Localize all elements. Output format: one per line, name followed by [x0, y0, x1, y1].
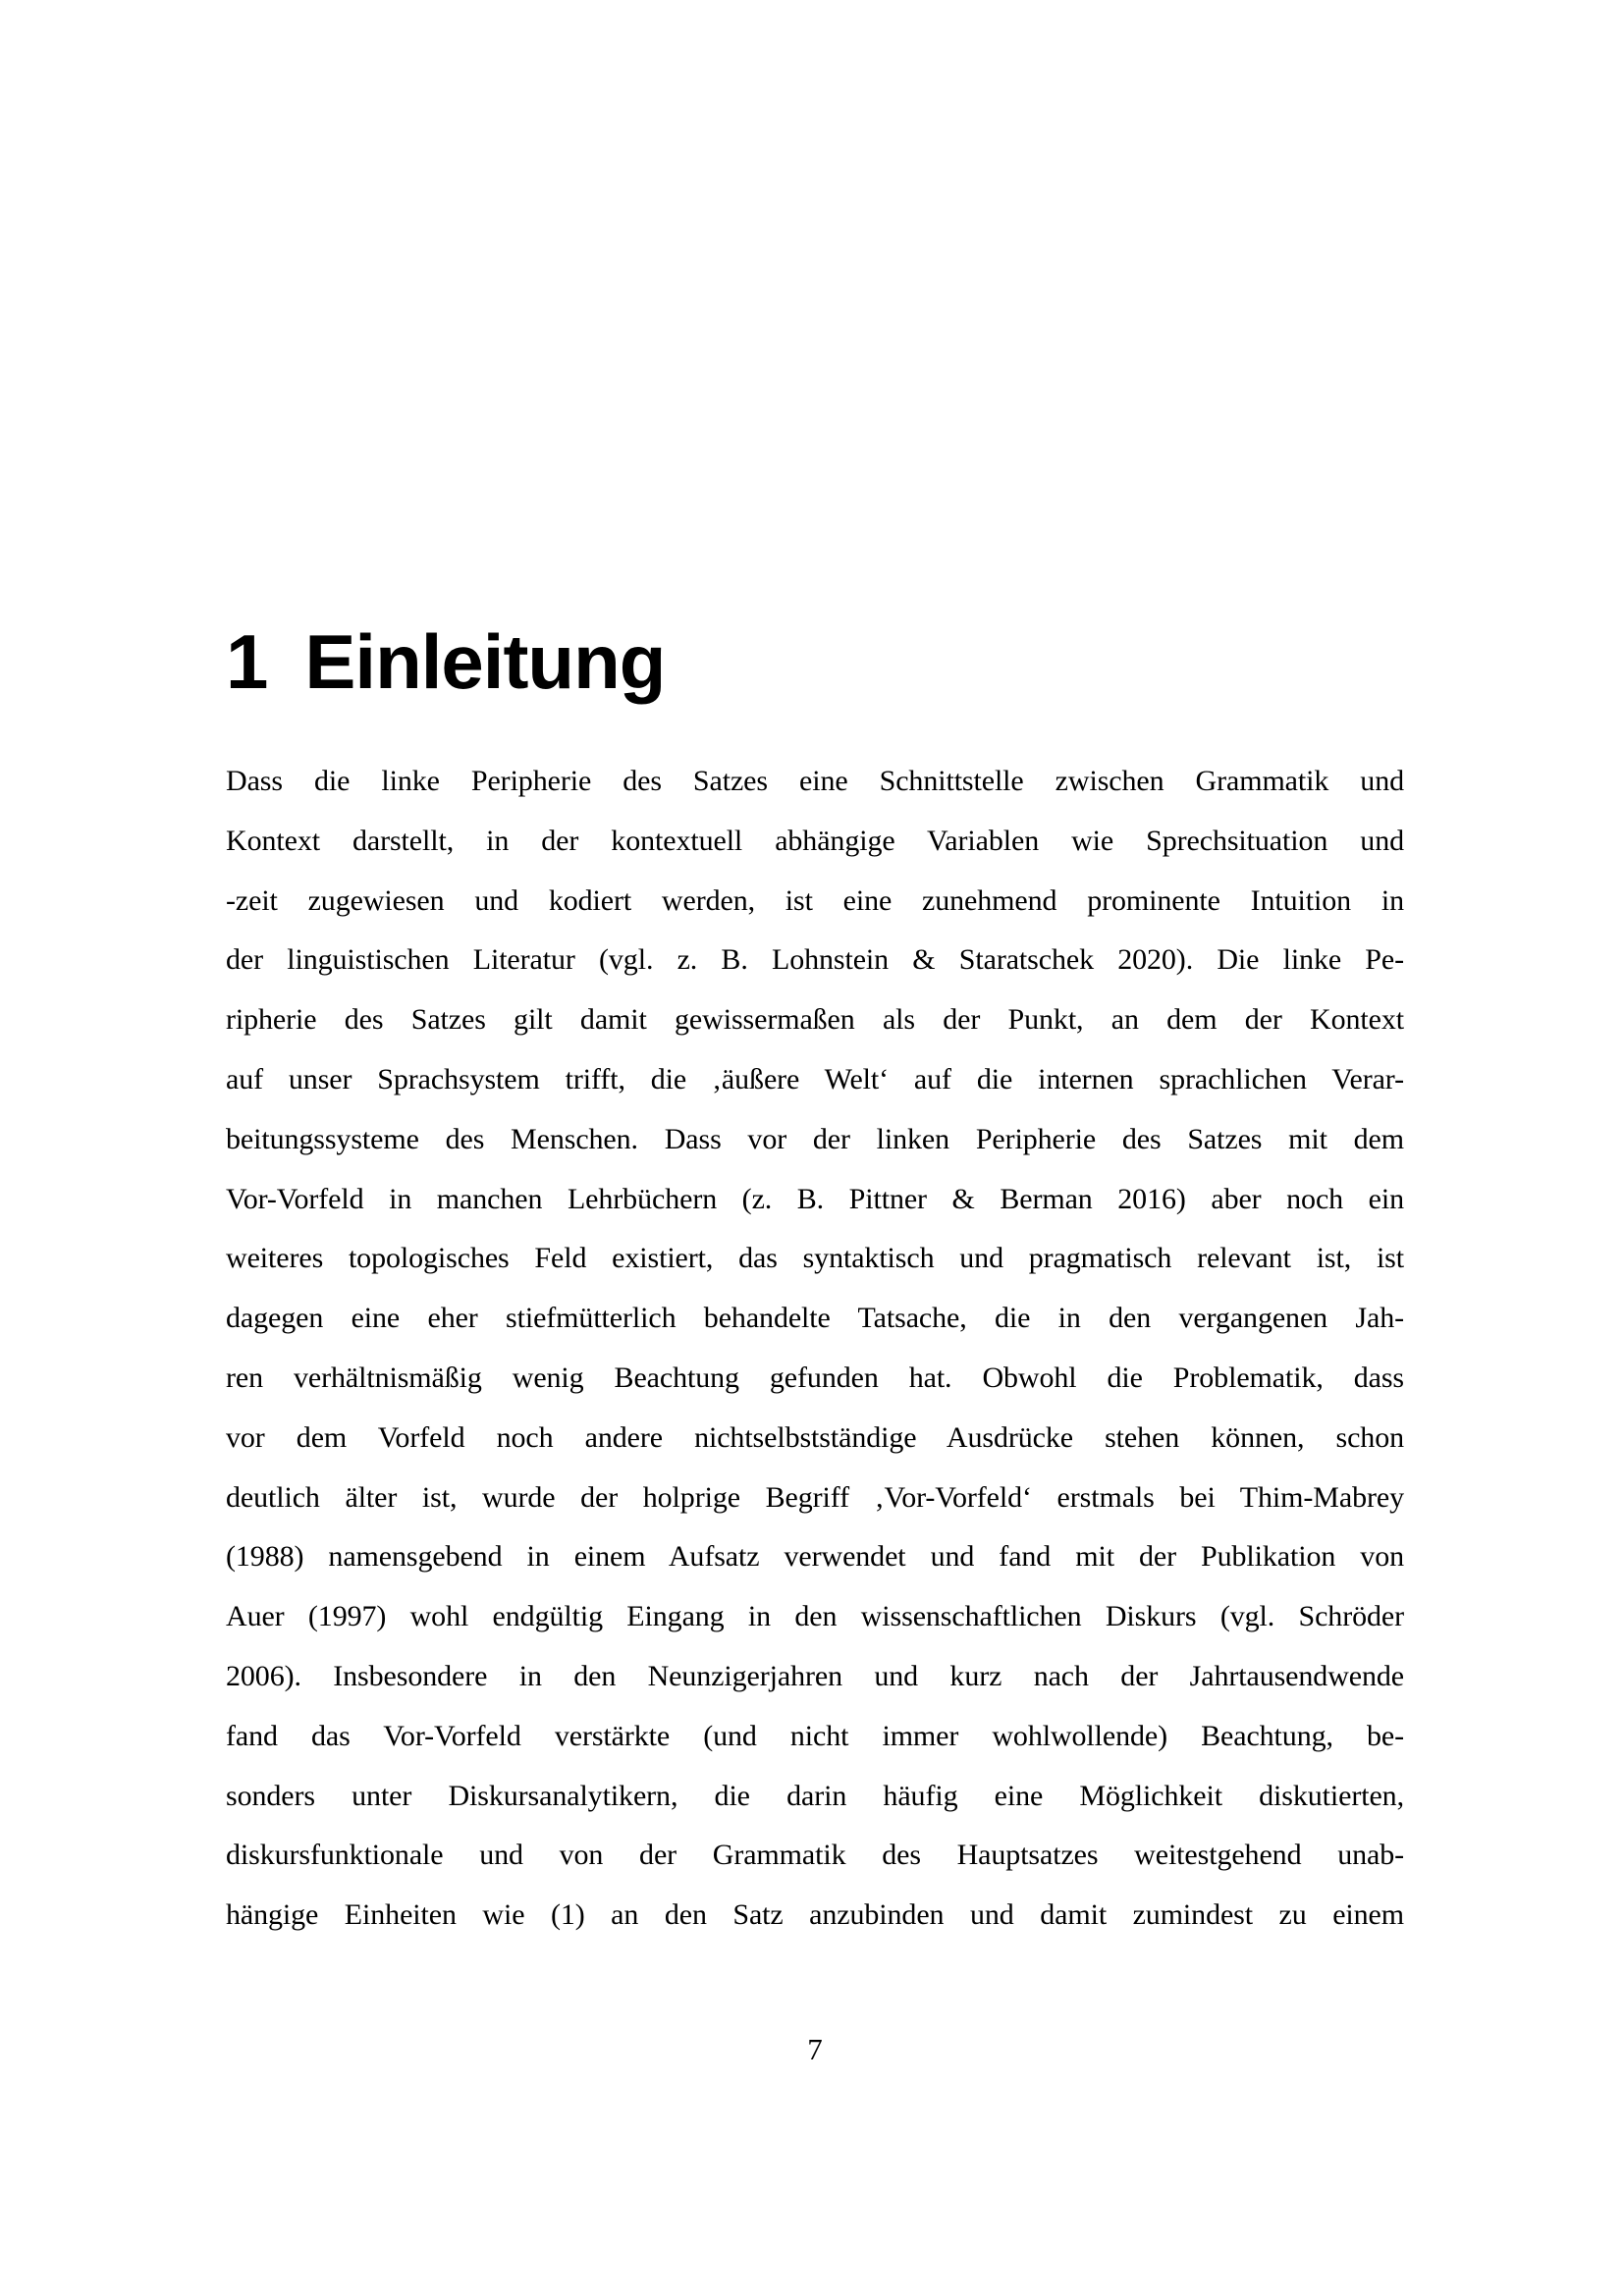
chapter-title: Einleitung: [304, 618, 666, 706]
paragraph-line: deutlich älter ist, wurde der holprige Begriff ‚Vor-Vorfeld‘ erstmals bei Thim-Mabrey: [226, 1480, 1404, 1514]
paragraph-line: ripherie des Satzes gilt damit gewissermaßen als der Punkt, an dem der Kontext: [226, 1003, 1404, 1037]
paragraph-line: -zeit zugewiesen und kodiert werden, ist eine zunehmend prominente Intuition in: [226, 883, 1404, 917]
paragraph-line: (1988) namensgebend in einem Aufsatz verwendet und fand mit der Publikation von: [226, 1540, 1404, 1574]
page-number: 7: [807, 2032, 823, 2066]
paragraph-line: der linguistischen Literatur (vgl. z. B. Lohnstein & Staratschek 2020). Die linke Pe-: [226, 943, 1404, 977]
paragraph-line: Dass die linke Peripherie des Satzes eine Schnittstelle zwischen Grammatik und: [226, 765, 1404, 797]
paragraph-line: auf unser Sprachsystem trifft, die ‚äußere Welt‘ auf die internen sprachlichen Verar-: [226, 1062, 1404, 1095]
paragraph-line: dagegen eine eher stiefmütterlich behandelte Tatsache, die in den vergangenen Jah-: [226, 1302, 1404, 1335]
paragraph-line: fand das Vor-Vorfeld verstärkte (und nicht immer wohlwollende) Beachtung, be-: [226, 1719, 1404, 1752]
paragraph-line: sonders unter Diskursanalytikern, die darin häufig eine Möglichkeit diskutierten,: [226, 1779, 1404, 1812]
chapter-paragraph: [226, 752, 1404, 1946]
paragraph-line: beitungssysteme des Menschen. Dass vor der linken Peripherie des Satzes mit dem: [226, 1122, 1404, 1155]
paragraph-line: ren verhältnismäßig wenig Beachtung gefunden hat. Obwohl die Problematik, dass: [226, 1361, 1404, 1394]
paragraph-line: Auer (1997) wohl endgültig Eingang in den wissenschaftlichen Diskurs (vgl. Schröder: [226, 1600, 1404, 1633]
paragraph-line: weiteres topologisches Feld existiert, das syntaktisch und pragmatisch relevant ist, ist: [226, 1242, 1404, 1275]
chapter-number: 1: [226, 618, 268, 706]
paragraph-line: Kontext darstellt, in der kontextuell abhängige Variablen wie Sprechsituation und: [226, 824, 1404, 857]
paragraph-line: diskursfunktionale und von der Grammatik des Hauptsatzes weitestgehend unab-: [226, 1839, 1404, 1872]
paragraph-line: vor dem Vorfeld noch andere nichtselbstständige Ausdrücke stehen können, schon: [226, 1420, 1404, 1454]
paragraph-line: 2006). Insbesondere in den Neunzigerjahren und kurz nach der Jahrtausendwende: [226, 1659, 1404, 1692]
chapter-heading: [226, 618, 666, 706]
paragraph-line: Vor-Vorfeld in manchen Lehrbüchern (z. B. Pittner & Berman 2016) aber noch ein: [226, 1182, 1404, 1215]
paragraph-line: hängige Einheiten wie (1) an den Satz anzubinden und damit zumindest zu einem: [226, 1898, 1404, 1932]
